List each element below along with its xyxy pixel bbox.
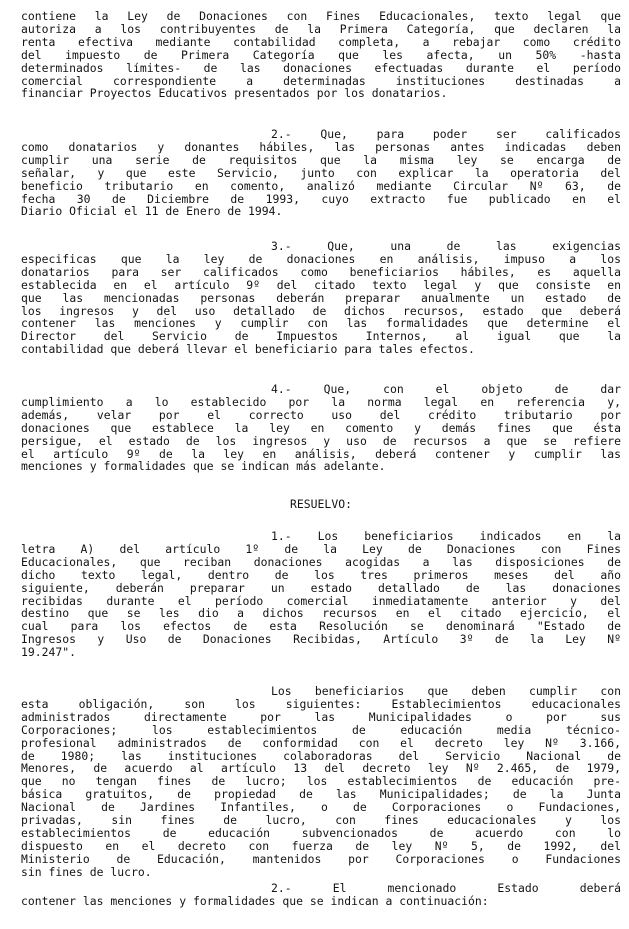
text-line: dicho texto legal, dentro de los tres primeros meses del año xyxy=(21,567,621,582)
text-line: cumplimiento a lo establecido por la norma legal en referencia y, xyxy=(21,394,621,409)
text-line: Ministerio de Educación, mantenidos por Corporaciones o Fundaciones xyxy=(21,851,621,866)
text-line: señalar, y que este Servicio, junto con explicar la operatoria del xyxy=(21,165,621,180)
text-line: dispuesto en el decreto con fuerza de ley Nº 5, de 1992, del xyxy=(21,838,621,853)
text-line: del impuesto de Primera Categoría que les afecta, un 50% -hasta xyxy=(21,47,621,62)
text-line: privadas, sin fines de lucro, con fines educacionales y los xyxy=(21,813,621,828)
text-line: siguiente, deberán preparar un estado detallado de las donaciones xyxy=(21,580,621,595)
text-line: establecimientos de educación subvencionados de acuerdo con lo xyxy=(21,825,621,840)
text-line: contabilidad que deberá llevar el beneficiario para tales efectos. xyxy=(21,342,475,357)
text-line: además, velar por el correcto uso del crédito tributario por xyxy=(21,407,621,422)
text-line: menciones y formalidades que se indican más adelante. xyxy=(21,459,386,474)
text-line: renta efectiva mediante contabilidad completa, a rebajar como crédito xyxy=(21,34,621,49)
text-line: sin fines de lucro. xyxy=(21,864,152,879)
text-line: Corporaciones; los establecimientos de educación media técnico- xyxy=(21,722,621,737)
text-line: 19.247". xyxy=(21,645,77,660)
paragraph-intro xyxy=(21,10,621,100)
text-line: contiene la Ley de Donaciones con Fines Educacionales, texto legal que xyxy=(21,9,621,23)
text-line: el artículo 9º de la ley en análisis, deberá contener y cumplir las xyxy=(21,446,621,461)
text-line: 3.- Que, una de las exigencias xyxy=(271,239,621,253)
paragraph-resuelvo-1 xyxy=(21,530,621,659)
text-line: Educacionales, que reciban donaciones acogidas a las disposiciones de xyxy=(21,554,621,569)
text-line: Director del Servicio de Impuestos Internos, al igual que la xyxy=(21,329,621,344)
text-line: como donatarios y donantes hábiles, las personas antes indicadas deben xyxy=(21,139,621,154)
text-line: especificas que la ley de donaciones en análisis, impuso a los xyxy=(21,251,621,266)
text-line: Menores, de acuerdo al artículo 13 del decreto ley Nº 2.465, de 1979, xyxy=(21,761,621,776)
text-line: 4.- Que, con el objeto de dar xyxy=(271,382,621,396)
paragraph-resuelvo-2 xyxy=(21,882,621,908)
text-line: letra A) del artículo 1º de la Ley de Donaciones con Fines xyxy=(21,541,621,556)
text-line: Ingresos y Uso de Donaciones Recibidas, Artículo 3º de la Ley Nº xyxy=(21,632,621,647)
text-line: 2.- Que, para poder ser calificados xyxy=(271,127,621,141)
text-line: donaciones que establece la ley en comento y demás fines que ésta xyxy=(21,420,621,435)
text-line: Nacional de Jardines Infantiles, o de Corporaciones o Fundaciones, xyxy=(21,800,621,815)
text-line: los ingresos y del uso detallado de dichos recursos, estado que deberá xyxy=(21,303,621,318)
text-line: de 1980; las instituciones colaboradoras del Servicio Nacional de xyxy=(21,748,621,763)
text-line: profesional administrados de conformidad con el decreto ley Nº 3.166, xyxy=(21,735,621,750)
paragraph-beneficiarios xyxy=(21,685,621,879)
text-line: 1.- Los beneficiarios indicados en la xyxy=(271,529,621,543)
text-line: comercial correspondiente a determinadas instituciones destinadas a xyxy=(21,73,621,88)
text-line: cual para los efectos de esta Resolución se denominará "Estado de xyxy=(21,619,621,634)
text-line: beneficio tributario en comento, analizó mediante Circular Nº 63, de xyxy=(21,178,621,193)
text-line: fecha 30 de Diciembre de 1993, cuyo extracto fue publicado en el xyxy=(21,191,621,206)
section-heading: RESUELVO: xyxy=(290,497,352,511)
text-line: Los beneficiarios que deben cumplir con xyxy=(271,684,621,698)
text-line: básica gratuitos, de propiedad de las Municipalidades; de la Junta xyxy=(21,787,621,802)
paragraph-considerando-4 xyxy=(21,383,621,473)
text-line: establecida en el artículo 9º del citado texto legal y que consiste en xyxy=(21,277,621,292)
text-line: determinados límites- de las donaciones efectuadas durante el período xyxy=(21,60,621,75)
text-line: que las mencionadas personas deberán preparar anualmente un estado de xyxy=(21,290,621,305)
text-line: cumplir una serie de requisitos que la misma ley se encarga de xyxy=(21,152,621,167)
text-line: contener las menciones y formalidades que se indican a continuación: xyxy=(21,893,489,908)
text-line: autoriza a los contribuyentes de la Primera Categoría, que declaren la xyxy=(21,21,621,36)
text-line: contener las menciones y cumplir con las formalidades que determine el xyxy=(21,316,621,331)
text-line: esta obligación, son los siguientes: Establecimientos educacionales xyxy=(21,696,621,711)
text-line: destino que se les dio a dichos recursos en el citado ejercicio, el xyxy=(21,606,621,621)
resuelvo-heading xyxy=(21,498,621,511)
paragraph-considerando-2 xyxy=(21,128,621,218)
text-line: Diario Oficial el 11 de Enero de 1994. xyxy=(21,204,283,219)
paragraph-considerando-3 xyxy=(21,240,621,356)
text-line: recibidas durante el período comercial inmediatamente anterior y del xyxy=(21,593,621,608)
text-line: donatarios para ser calificados como beneficiarios hábiles, es aquella xyxy=(21,264,621,279)
text-line: financiar Proyectos Educativos presentados por los donatarios. xyxy=(21,86,448,101)
text-line: persigue, el estado de los ingresos y uso de recursos a que se refiere xyxy=(21,433,621,448)
text-line: que no tengan fines de lucro; los establecimientos de educación pre- xyxy=(21,774,621,789)
text-line: 2.- El mencionado Estado deberá xyxy=(271,881,621,895)
text-line: administrados directamente por las Municipalidades o por sus xyxy=(21,709,621,724)
